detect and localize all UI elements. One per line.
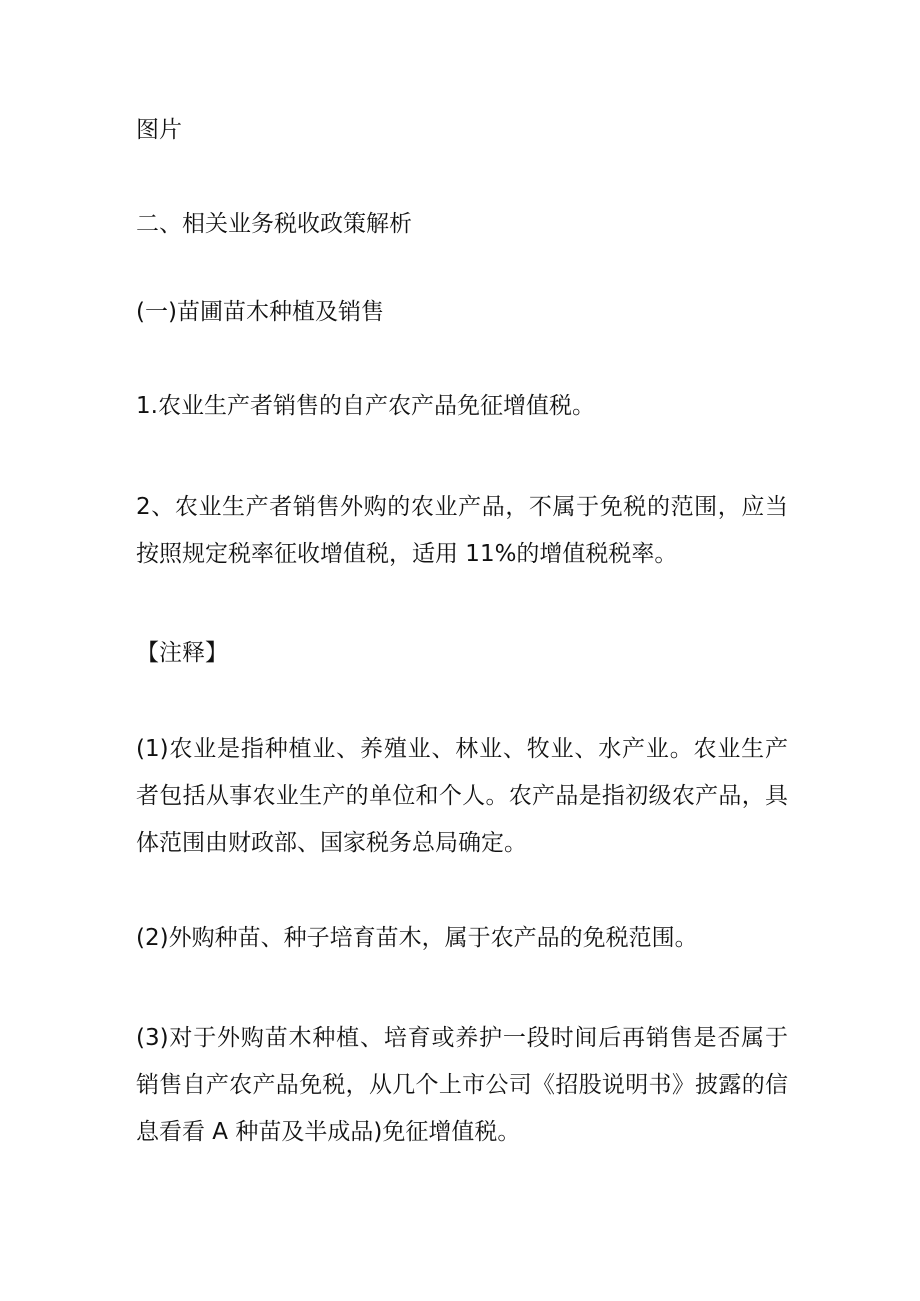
- note-1: (1)农业是指种植业、养殖业、林业、牧业、水产业。农业生产者包括从事农业生产的单位和个人。农产品是指初级农产品，具体范围由财政部、国家税务总局确定。: [136, 736, 788, 856]
- policy-item-2: 2、农业生产者销售外购的农业产品，不属于免税的范围，应当按照规定税率征收增值税，适用 11%的增值税税率。: [136, 494, 788, 567]
- subsection-heading: (一)苗圃苗木种植及销售: [136, 299, 384, 325]
- image-placeholder-text: 图片: [136, 117, 182, 143]
- section-heading: 二、相关业务税收政策解析: [136, 211, 412, 237]
- note-2: (2)外购种苗、种子培育苗木，属于农产品的免税范围。: [136, 925, 698, 951]
- note-heading: 【注释】: [136, 640, 228, 666]
- policy-item-1: 1.农业生产者销售的自产农产品免征增值税。: [136, 393, 595, 419]
- note-3: (3)对于外购苗木种植、培育或养护一段时间后再销售是否属于销售自产农产品免税，从几个上市公司《招股说明书》披露的信息看看 A 种苗及半成品)免征增值税。: [136, 1025, 788, 1145]
